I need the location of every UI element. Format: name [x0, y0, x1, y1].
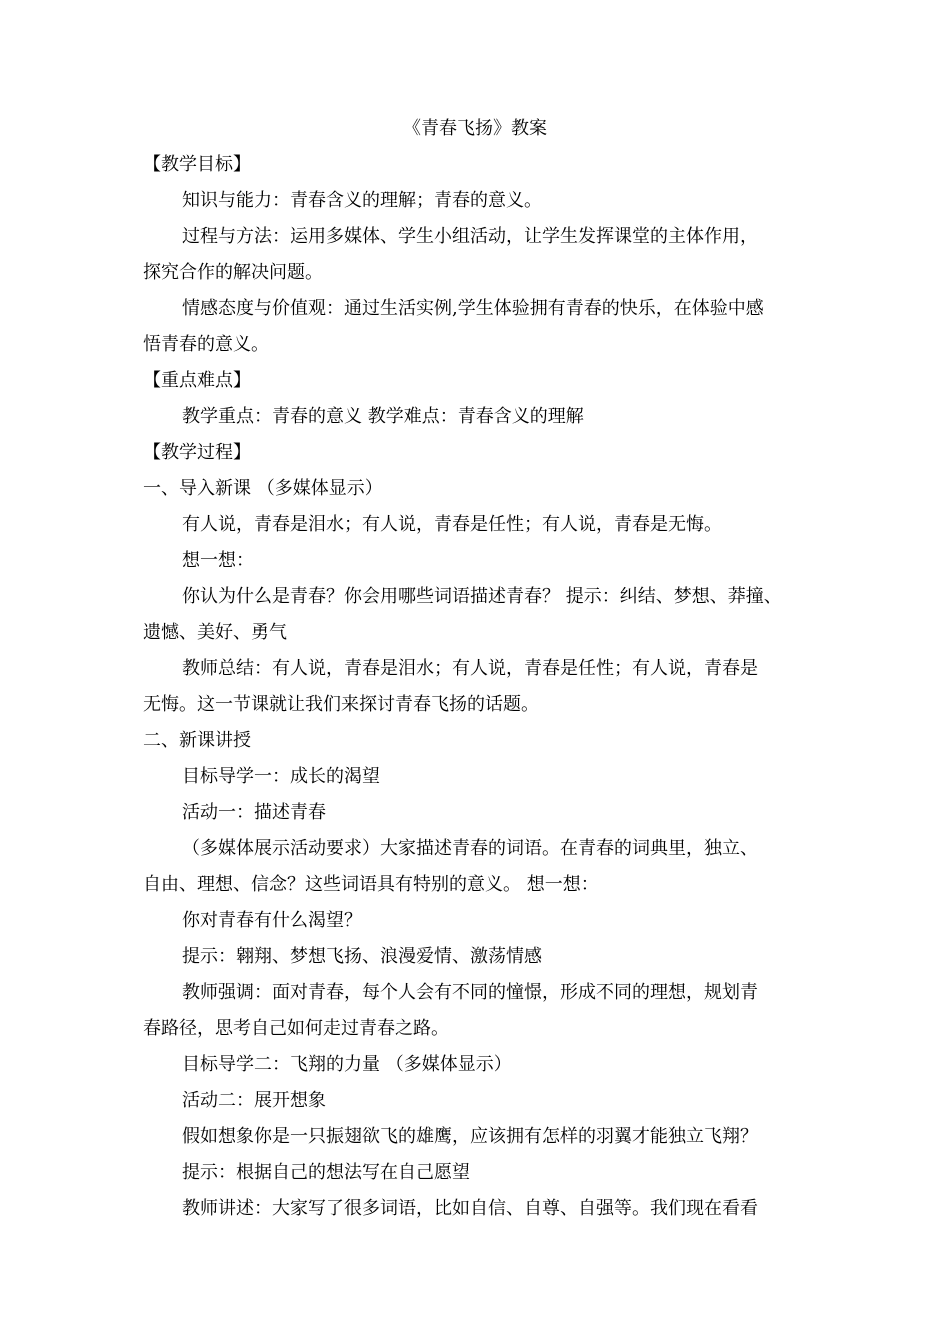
section-heading: 【教学目标】 — [143, 154, 251, 175]
section-heading: 【重点难点】 — [143, 370, 251, 391]
paragraph-line: 无悔。这一节课就让我们来探讨青春飞扬的话题。 — [143, 694, 539, 715]
paragraph-line: （多媒体展示活动要求）大家描述青春的词语。在青春的词典里，独立、 — [182, 838, 758, 859]
paragraph-line: 教师总结：有人说，青春是泪水；有人说，青春是任性；有人说，青春是 — [182, 658, 758, 679]
paragraph-line: 知识与能力：青春含义的理解；青春的意义。 — [182, 190, 542, 211]
paragraph-line: 探究合作的解决问题。 — [143, 262, 323, 283]
subsection-heading: 二、新课讲授 — [143, 730, 251, 751]
paragraph-line: 目标导学一：成长的渴望 — [182, 766, 380, 787]
document-title: 《青春飞扬》教案 — [403, 118, 547, 139]
paragraph-line: 你认为什么是青春？你会用哪些词语描述青春？ 提示：纠结、梦想、莽撞、 — [182, 586, 782, 607]
paragraph-line: 目标导学二：飞翔的力量 （多媒体显示） — [182, 1054, 512, 1075]
paragraph-line: 教师讲述：大家写了很多词语，比如自信、自尊、自强等。我们现在看看 — [182, 1198, 758, 1219]
paragraph-line: 假如想象你是一只振翅欲飞的雄鹰，应该拥有怎样的羽翼才能独立飞翔？ — [182, 1126, 758, 1147]
paragraph-line: 春路径，思考自己如何走过青春之路。 — [143, 1018, 449, 1039]
paragraph-line: 情感态度与价值观：通过生活实例,学生体验拥有青春的快乐，在体验中感 — [182, 298, 764, 319]
paragraph-line: 有人说，青春是泪水；有人说，青春是任性；有人说，青春是无悔。 — [182, 514, 722, 535]
paragraph-line: 你对青春有什么渴望？ — [182, 910, 362, 931]
paragraph-line: 想一想： — [182, 550, 254, 571]
paragraph-line: 过程与方法：运用多媒体、学生小组活动，让学生发挥课堂的主体作用， — [182, 226, 758, 247]
paragraph-line: 活动二：展开想象 — [182, 1090, 326, 1111]
paragraph-line: 提示：根据自己的想法写在自己愿望 — [182, 1162, 470, 1183]
paragraph-line: 提示：翱翔、梦想飞扬、浪漫爱情、激荡情感 — [182, 946, 542, 967]
paragraph-line: 教师强调：面对青春，每个人会有不同的憧憬，形成不同的理想，规划青 — [182, 982, 758, 1003]
paragraph-line: 自由、理想、信念？这些词语具有特别的意义。 想一想： — [143, 874, 599, 895]
paragraph-line: 教学重点：青春的意义 教学难点：青春含义的理解 — [182, 406, 584, 427]
section-heading: 【教学过程】 — [143, 442, 251, 463]
paragraph-line: 遗憾、美好、勇气 — [143, 622, 287, 643]
paragraph-line: 悟青春的意义。 — [143, 334, 269, 355]
subsection-heading: 一、导入新课 （多媒体显示） — [143, 478, 383, 499]
paragraph-line: 活动一：描述青春 — [182, 802, 326, 823]
